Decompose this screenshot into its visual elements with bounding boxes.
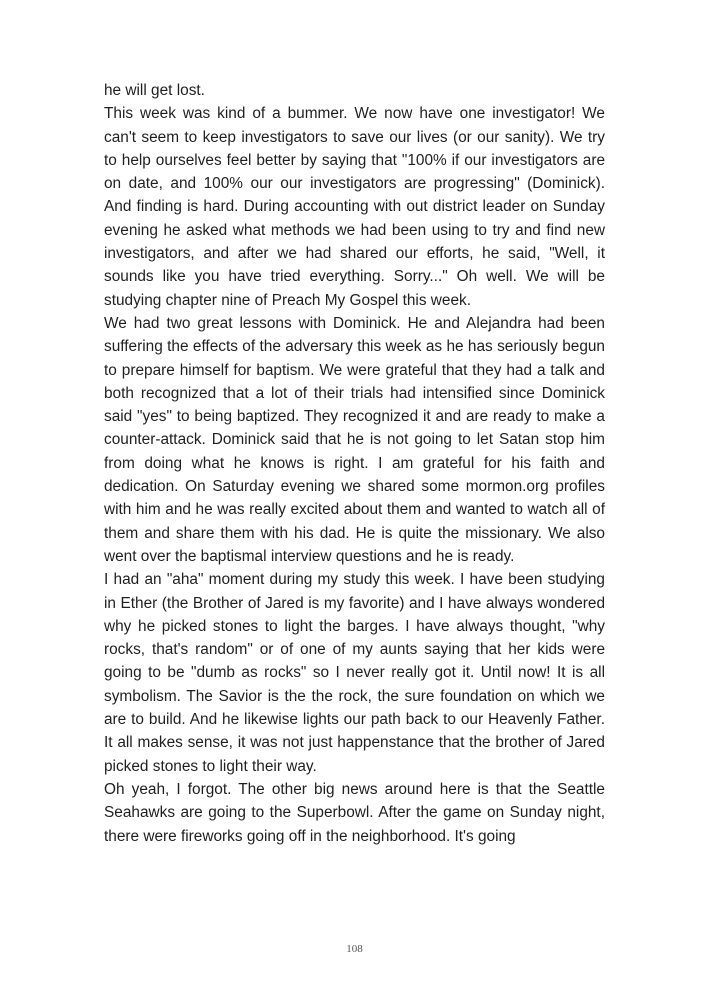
page-number: 108 xyxy=(346,943,363,955)
paragraph-continuation: he will get lost. xyxy=(104,82,205,99)
body-text xyxy=(104,79,605,848)
paragraph-seahawks: Oh yeah, I forgot. The other big news around here is that the Seattle Seahawks are going to the Superbowl. After the game on Sunday night, there were fireworks going off in the neighborhood. It's going xyxy=(104,780,605,845)
paragraph-aha-moment: I had an "aha" moment during my study this week. I have been studying in Ether (the Brother of Jared is my favorite) and I have always wondered why he picked stones to light the barges. I have always thought, "why rocks, that's random" or of one of my aunts saying that her kids were going to be "dumb as rocks" so I never really got it. Until now! It is all symbolism. The Savior is the the rock, the sure foundation on which we are to build. And he likewise lights our path back to our Heavenly Father. It all makes sense, it was not just happenstance that the brother of Jared picked stones to light their way. xyxy=(104,571,605,775)
paragraph-dominick-lessons: We had two great lessons with Dominick. He and Alejandra had been suffering the effects of the adversary this week as he has seriously begun to prepare himself for baptism. We were grateful that they had a talk and both recognized that a lot of their trials had intensified since Dominick said "yes" to being baptized. They recognized it and are ready to make a counter-attack. Dominick said that he is not going to let Satan stop him from doing what he knows is right. I am grateful for his faith and dedication. On Saturday evening we shared some mormon.org profiles with him and he was really excited about them and wanted to watch all of them and share them with his dad. He is quite the missionary. We also went over the baptismal interview questions and he is ready. xyxy=(104,314,605,565)
paragraph-investigators: This week was kind of a bummer. We now have one investigator! We can't seem to keep investigators to save our lives (or our sanity). We try to help ourselves feel better by saying that "100% if our investigators are on date, and 100% our our investigators are progressing" (Dominick). And finding is hard. During accounting with out district leader on Sunday evening he asked what methods we had been using to try and find new investigators, and after we had shared our efforts, he said, "Well, it sounds like you have tried everything. Sorry..." Oh well. We will be studying chapter nine of Preach My Gospel this week. xyxy=(104,105,605,309)
